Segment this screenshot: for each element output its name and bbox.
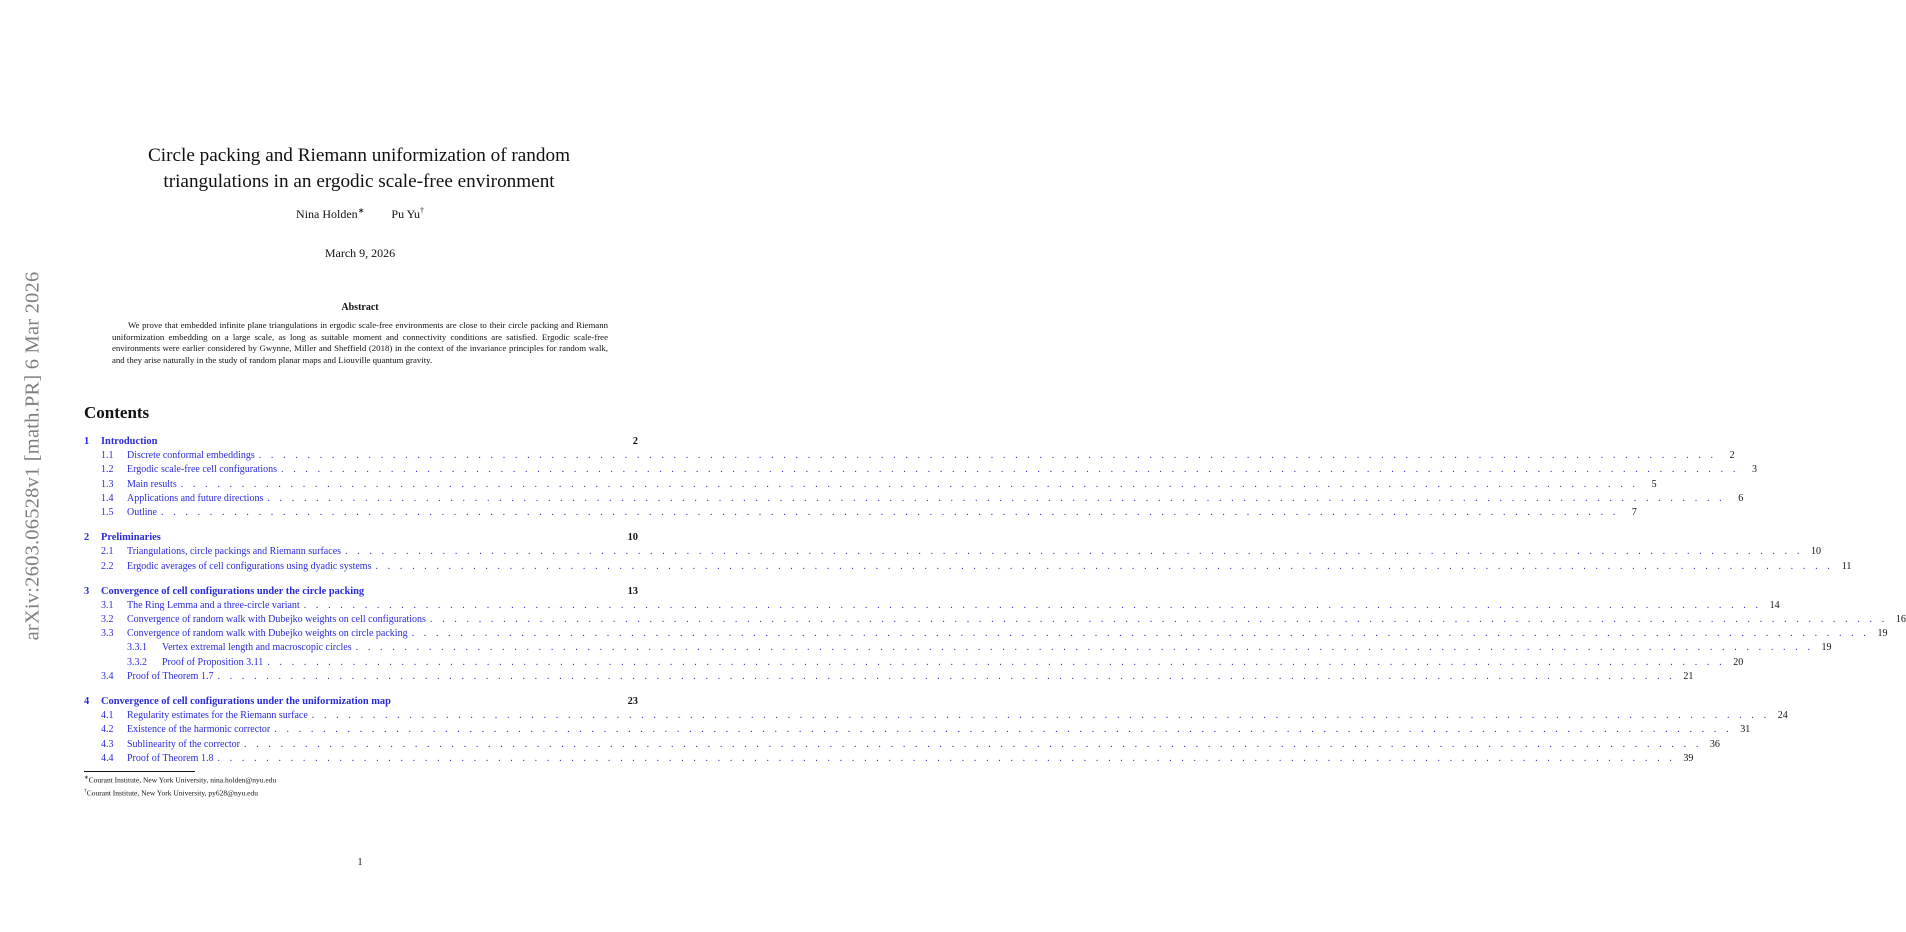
toc-entry-number: 2.1 <box>101 546 114 558</box>
toc-entry-number: 4.1 <box>101 710 114 722</box>
toc-entry-number: 4 <box>84 696 90 707</box>
toc-entry-page: 31 <box>1740 724 1751 736</box>
toc-leader-dots: . . . . . . . . . . . . . . . . . . . . . . . . . . . . . . . . . . . . . . . . . . . . . . . . . . . . . . . . . . . . . . . . . . . . . . . . . . . . . . . . . . . . . . . . . . . . . . . . . . . . . . . . . . . . . . . . . . . . . . . . <box>281 464 1739 476</box>
toc-entry-page: 39 <box>1683 752 1694 764</box>
toc-entry-title: The Ring Lemma and a three-circle variant <box>127 599 300 611</box>
footnote-2 <box>84 786 276 799</box>
toc-leader-dots: . . . . . . . . . . . . . . . . . . . . . . . . . . . . . . . . . . . . . . . . . . . . . . . . . . . . . . . . . . . . . . . . . . . . . . . . . . . . . . . . . . . . . . . . . . . . . . . . . . . . . . . . . . . . . . . . . . . . . . . . <box>355 642 1814 654</box>
toc-entry-number: 4.2 <box>101 724 114 736</box>
toc-subsection-entry[interactable] <box>84 738 1720 753</box>
toc-entry-title: Convergence of random walk with Dubejko weights on cell configurations <box>127 614 426 626</box>
toc-entry-number: 3 <box>84 585 90 597</box>
footnote-2-text: Courant Institute, New York University, py628@nyu.edu <box>86 788 258 797</box>
toc-entry-page: 5 <box>1651 478 1657 490</box>
paper-title-line-1: Circle packing and Riemann uniformization of random <box>147 145 570 166</box>
toc-entry-number: 2 <box>84 532 90 544</box>
toc-entry-number: 1.4 <box>101 492 114 504</box>
toc-entry-title: Introduction <box>101 436 158 447</box>
paper-title-line-2: triangulations in an ergodic scale-free environment <box>163 171 555 192</box>
author-1-name: Nina Holden <box>296 207 358 221</box>
toc-entry-title: Proof of Theorem 1.8 <box>127 752 214 764</box>
toc-entry-page: 14 <box>1769 599 1780 611</box>
abstract-text: We prove that embedded infinite plane triangulations in ergodic scale-free environments are close to their circle packing and Riemann uniformization embedding on a large scale, as long as suitable moment and connectivity conditions are satisfied. Ergodic scale-free environments were earlier considered by Gwynne, Miller and Sheffield (2018) in the context of the invariance principles for random walk, and they arise naturally in the study of random planar maps and Liouville quantum gravity. <box>112 320 608 366</box>
toc-entry-number: 3.3.1 <box>127 642 147 654</box>
toc-leader-dots: . . . . . . . . . . . . . . . . . . . . . . . . . . . . . . . . . . . . . . . . . . . . . . . . . . . . . . . . . . . . . . . . . . . . . . . . . . . . . . . . . . . . . . . . . . . . . . . . . . . . . . . . . . . . . . . . . . . . . . . . <box>258 450 1717 462</box>
contents-heading: Contents <box>84 403 150 422</box>
page-number: 1 <box>357 857 363 868</box>
toc-entry-number: 1 <box>84 436 90 447</box>
toc-leader-dots: . . . . . . . . . . . . . . . . . . . . . . . . . . . . . . . . . . . . . . . . . . . . . . . . . . . . . . . . . . . . . . . . . . . . . . . . . . . . . . . . . . . . . . . . . . . . . . . . . . . . . . . . . . . . . . . . . . . . . . . . <box>244 738 1702 750</box>
toc-subsection-entry[interactable] <box>84 752 1694 767</box>
author-2 <box>391 207 424 221</box>
toc-leader-dots: . . . . . . . . . . . . . . . . . . . . . . . . . . . . . . . . . . . . . . . . . . . . . . . . . . . . . . . . . . . . . . . . . . . . . . . . . . . . . . . . . . . . . . . . . . . . . . . . . . . . . . . . . . . . . . . . . . . . . . . . <box>274 724 1733 736</box>
toc-subsection-entry[interactable] <box>84 656 1744 671</box>
author-2-footnote-mark: † <box>419 206 424 215</box>
toc-leader-dots: . . . . . . . . . . . . . . . . . . . . . . . . . . . . . . . . . . . . . . . . . . . . . . . . . . . . . . . . . . . . . . . . . . . . . . . . . . . . . . . . . . . . . . . . . . . . . . . . . . . . . . . . . . . . . . . . . . . . . . . . <box>345 546 1803 558</box>
toc-entry-number: 3.3.2 <box>127 656 147 668</box>
author-2-name: Pu Yu <box>391 207 420 221</box>
toc-subsection-entry[interactable] <box>84 628 1888 642</box>
toc-entry-title: Proof of Theorem 1.7 <box>127 670 214 682</box>
toc-entry-title: Convergence of cell configurations under the uniformization map <box>101 696 391 707</box>
toc-entry-page: 2 <box>632 436 638 447</box>
footnotes <box>84 773 276 798</box>
toc-leader-dots: . . . . . . . . . . . . . . . . . . . . . . . . . . . . . . . . . . . . . . . . . . . . . . . . . . . . . . . . . . . . . . . . . . . . . . . . . . . . . . . . . . . . . . . . . . . . . . . . . . . . . . . . . . . . . . . . . . . . . . . . <box>311 710 1770 722</box>
toc-entry-page: 10 <box>1810 546 1821 558</box>
toc-entry-title: Preliminaries <box>101 532 161 544</box>
toc-subsection-entry[interactable] <box>84 599 1780 614</box>
toc-entry-title: Existence of the harmonic corrector <box>127 724 271 736</box>
toc-entry-page: 2 <box>1729 450 1735 462</box>
toc-subsection-entry[interactable] <box>84 450 1735 464</box>
toc-subsection-entry[interactable] <box>84 670 1694 685</box>
toc-entry-title: Convergence of cell configurations under the circle packing <box>101 585 365 597</box>
toc-leader-dots: . . . . . . . . . . . . . . . . . . . . . . . . . . . . . . . . . . . . . . . . . . . . . . . . . . . . . . . . . . . . . . . . . . . . . . . . . . . . . . . . . . . . . . . . . . . . . . . . . . . . . . . . . . . . . . . . . . . . . . . . <box>161 506 1619 518</box>
toc-entry-number: 4.3 <box>101 738 114 750</box>
author-list <box>0 206 720 222</box>
toc-entry-page: 19 <box>1877 628 1888 640</box>
toc-entry-page: 24 <box>1777 710 1788 722</box>
footnote-1 <box>84 773 276 786</box>
toc-subsection-entry[interactable] <box>84 506 1637 521</box>
toc-subsection-entry[interactable] <box>84 546 1821 560</box>
toc-leader-dots: . . . . . . . . . . . . . . . . . . . . . . . . . . . . . . . . . . . . . . . . . . . . . . . . . . . . . . . . . . . . . . . . . . . . . . . . . . . . . . . . . . . . . . . . . . . . . . . . . . . . . . . . . . . . . . . . . . . . . . . . <box>267 492 1726 504</box>
toc-entry-title: Ergodic scale-free cell configurations <box>127 464 278 476</box>
toc-entry-number: 1.3 <box>101 478 114 490</box>
paper-date: March 9, 2026 <box>324 246 396 260</box>
toc-entry-number: 4.4 <box>101 752 114 764</box>
toc-entry-number: 2.2 <box>101 560 114 572</box>
toc-leader-dots: . . . . . . . . . . . . . . . . . . . . . . . . . . . . . . . . . . . . . . . . . . . . . . . . . . . . . . . . . . . . . . . . . . . . . . . . . . . . . . . . . . . . . . . . . . . . . . . . . . . . . . . . . . . . . . . . . . . . . . . . <box>180 478 1639 490</box>
toc-entry-title: Main results <box>127 478 177 490</box>
toc-entry-page: 11 <box>1841 560 1852 572</box>
toc-entry-page: 6 <box>1738 492 1744 504</box>
toc-entry-number: 3.1 <box>101 599 114 611</box>
toc-section-entry[interactable] <box>84 696 638 710</box>
toc-section-entry[interactable] <box>84 586 638 600</box>
arxiv-identifier-stamp: arXiv:2603.06528v1 [math.PR] 6 Mar 2026 <box>21 271 44 641</box>
toc-leader-dots: . . . . . . . . . . . . . . . . . . . . . . . . . . . . . . . . . . . . . . . . . . . . . . . . . . . . . . . . . . . . . . . . . . . . . . . . . . . . . . . . . . . . . . . . . . . . . . . . . . . . . . . . . . . . . . . . . . . . . . . . <box>375 560 1834 572</box>
toc-section-entry[interactable] <box>84 436 638 450</box>
toc-entry-title: Discrete conformal embeddings <box>127 450 255 462</box>
author-1 <box>296 207 364 221</box>
toc-entry-number: 1.1 <box>101 450 114 462</box>
paper-title <box>100 143 618 195</box>
author-1-footnote-mark: ∗ <box>357 206 365 215</box>
toc-entry-title: Regularity estimates for the Riemann surface <box>127 710 308 722</box>
toc-entry-page: 10 <box>627 532 638 544</box>
toc-entry-page: 7 <box>1631 506 1637 518</box>
toc-entry-number: 1.2 <box>101 464 114 476</box>
toc-subsection-entry[interactable] <box>84 710 1788 724</box>
toc-leader-dots: . . . . . . . . . . . . . . . . . . . . . . . . . . . . . . . . . . . . . . . . . . . . . . . . . . . . . . . . . . . . . . . . . . . . . . . . . . . . . . . . . . . . . . . . . . . . . . . . . . . . . . . . . . . . . . . . . . . . . . . . <box>411 628 1870 640</box>
toc-entry-page: 20 <box>1733 656 1744 668</box>
toc-entry-page: 16 <box>1895 614 1906 626</box>
toc-entry-title: Vertex extremal length and macroscopic circles <box>162 642 352 654</box>
toc-entry-title: Ergodic averages of cell configurations using dyadic systems <box>127 560 372 572</box>
toc-subsection-entry[interactable] <box>84 724 1751 738</box>
toc-entry-page: 23 <box>627 696 638 707</box>
toc-section-entry[interactable] <box>84 532 638 546</box>
toc-subsection-entry[interactable] <box>84 642 1832 656</box>
toc-entry-number: 1.5 <box>101 506 114 518</box>
toc-entry-title: Proof of Proposition 3.11 <box>162 656 264 668</box>
toc-subsection-entry[interactable] <box>84 560 1852 575</box>
toc-leader-dots: . . . . . . . . . . . . . . . . . . . . . . . . . . . . . . . . . . . . . . . . . . . . . . . . . . . . . . . . . . . . . . . . . . . . . . . . . . . . . . . . . . . . . . . . . . . . . . . . . . . . . . . . . . . . . . . . . . . . . . . . <box>217 752 1676 764</box>
footnote-1-mark: ∗ <box>84 775 89 781</box>
toc-entry-page: 13 <box>627 585 638 597</box>
table-of-contents <box>84 436 1906 767</box>
footnote-2-mark: † <box>84 787 87 794</box>
toc-entry-page: 36 <box>1709 738 1720 750</box>
toc-subsection-entry[interactable] <box>84 464 1757 478</box>
toc-leader-dots: . . . . . . . . . . . . . . . . . . . . . . . . . . . . . . . . . . . . . . . . . . . . . . . . . . . . . . . . . . . . . . . . . . . . . . . . . . . . . . . . . . . . . . . . . . . . . . . . . . . . . . . . . . . . . . . . . . . . . . . . <box>267 656 1726 668</box>
toc-subsection-entry[interactable] <box>84 614 1906 628</box>
toc-leader-dots: . . . . . . . . . . . . . . . . . . . . . . . . . . . . . . . . . . . . . . . . . . . . . . . . . . . . . . . . . . . . . . . . . . . . . . . . . . . . . . . . . . . . . . . . . . . . . . . . . . . . . . . . . . . . . . . . . . . . . . . . <box>303 599 1762 611</box>
toc-entry-page: 21 <box>1683 670 1694 682</box>
toc-entry-title: Sublinearity of the corrector <box>127 738 241 750</box>
toc-leader-dots: . . . . . . . . . . . . . . . . . . . . . . . . . . . . . . . . . . . . . . . . . . . . . . . . . . . . . . . . . . . . . . . . . . . . . . . . . . . . . . . . . . . . . . . . . . . . . . . . . . . . . . . . . . . . . . . . . . . . . . . . <box>429 614 1888 626</box>
toc-entry-page: 19 <box>1821 642 1832 654</box>
footnote-divider <box>84 771 195 772</box>
toc-entry-number: 3.2 <box>101 614 114 626</box>
toc-entry-title: Applications and future directions <box>127 492 264 504</box>
toc-entry-number: 3.3 <box>101 628 114 640</box>
toc-leader-dots: . . . . . . . . . . . . . . . . . . . . . . . . . . . . . . . . . . . . . . . . . . . . . . . . . . . . . . . . . . . . . . . . . . . . . . . . . . . . . . . . . . . . . . . . . . . . . . . . . . . . . . . . . . . . . . . . . . . . . . . . <box>217 670 1676 682</box>
abstract-heading: Abstract <box>341 302 379 313</box>
toc-entry-title: Outline <box>127 506 157 518</box>
toc-entry-page: 3 <box>1751 464 1757 476</box>
toc-entry-title: Triangulations, circle packings and Riemann surfaces <box>127 546 342 558</box>
footnote-1-text: Courant Institute, New York University, nina.holden@nyu.edu <box>88 775 277 785</box>
toc-subsection-entry[interactable] <box>84 492 1744 507</box>
toc-entry-number: 3.4 <box>101 670 114 682</box>
toc-subsection-entry[interactable] <box>84 478 1657 493</box>
toc-entry-title: Convergence of random walk with Dubejko weights on circle packing <box>127 628 408 640</box>
